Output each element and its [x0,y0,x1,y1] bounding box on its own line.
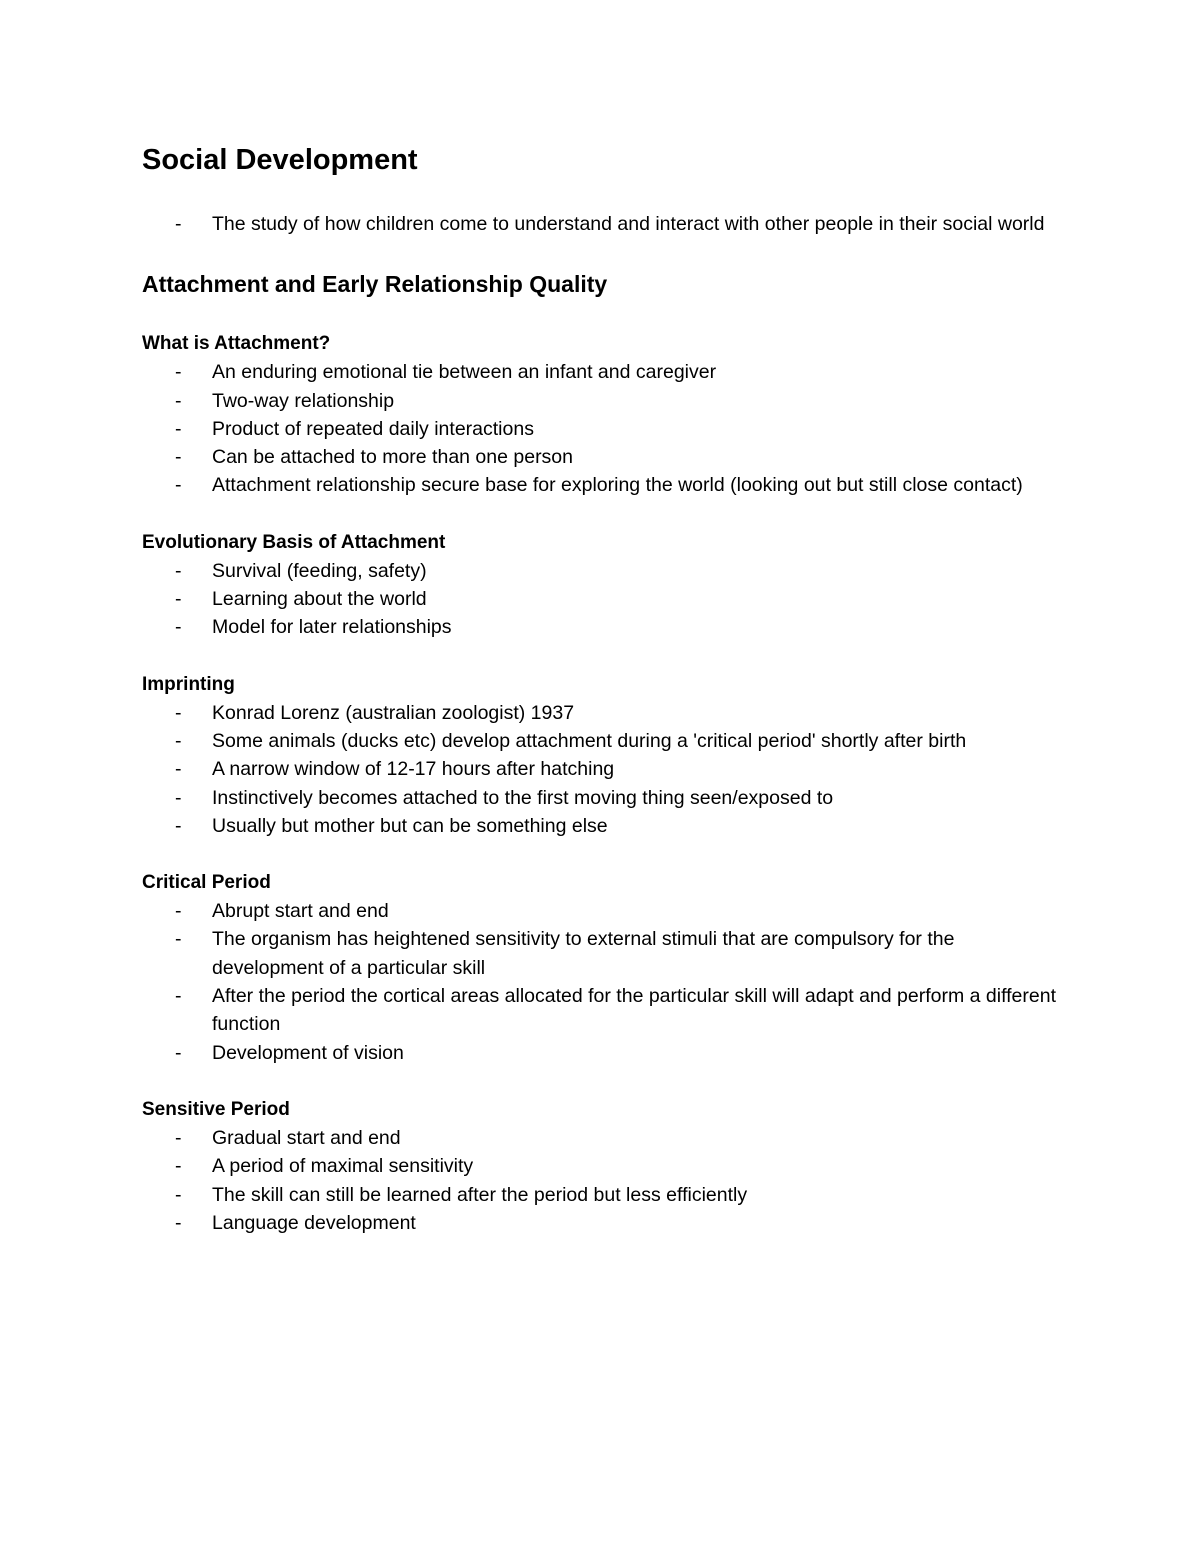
list-item [142,585,1062,613]
list-item-text: Attachment relationship secure base for exploring the world (looking out but still close contact) [212,474,1023,497]
subsection-heading: Sensitive Period [142,1098,290,1120]
subsection-what-is-attachment [142,330,1062,499]
dash-bullet: - [175,389,182,412]
subsection-list [142,897,1062,1067]
dash-bullet: - [175,1041,182,1064]
list-item-text: A period of maximal sensitivity [212,1155,474,1178]
subsection-list [142,557,1062,642]
list-item-text: Gradual start and end [212,1126,401,1149]
dash-bullet: - [175,213,182,235]
subsection-critical-period [142,869,1062,1067]
dash-bullet: - [175,588,182,611]
list-item-text: Language development [212,1211,416,1234]
dash-bullet: - [175,985,182,1008]
dash-bullet: - [175,446,182,469]
list-item-text: Learning about the world [212,588,427,611]
list-item-text: An enduring emotional tie between an infant and caregiver [212,361,717,384]
list-item [142,1124,1062,1152]
list-item-text: Some animals (ducks etc) develop attachment during a 'critical period' shortly after birth [212,729,967,752]
list-item [142,210,1062,238]
dash-bullet: - [175,928,182,951]
list-item-text: After the period the cortical areas allocated for the particular skill will adapt and perform a different function [212,985,1056,1036]
list-item-text: A narrow window of 12-17 hours after hatching [212,758,615,781]
list-item-text: Development of vision [212,1041,404,1064]
list-item [142,784,1062,812]
subsection-sensitive-period [142,1096,1062,1237]
dash-bullet: - [175,616,182,639]
subsection-heading: Critical Period [142,872,271,894]
list-item-text: The study of how children come to understand and interact with other people in their social world [212,213,1045,235]
list-item [142,415,1062,443]
dash-bullet: - [175,1126,182,1149]
intro-list [142,210,1062,238]
list-item [142,897,1062,925]
subsection-list [142,699,1062,840]
list-item-text: Can be attached to more than one person [212,446,573,469]
list-item [142,1181,1062,1209]
list-item [142,727,1062,755]
subsection-list [142,358,1062,499]
dash-bullet: - [175,1211,182,1234]
subsection-heading: Imprinting [142,673,235,695]
dash-bullet: - [175,559,182,582]
dash-bullet: - [175,900,182,923]
document-page [142,140,1062,1237]
document-title: Social Development [142,144,418,176]
list-item [142,1209,1062,1237]
subsection-imprinting [142,671,1062,840]
list-item [142,755,1062,783]
list-item [142,613,1062,641]
list-item [142,925,1062,982]
dash-bullet: - [175,729,182,752]
subsection-heading: What is Attachment? [142,333,331,355]
subsection-evolutionary-basis [142,529,1062,642]
dash-bullet: - [175,701,182,724]
list-item [142,1152,1062,1180]
list-item-text: Model for later relationships [212,616,452,639]
list-item [142,1039,1062,1067]
list-item [142,982,1062,1039]
list-item [142,443,1062,471]
list-item [142,471,1062,499]
dash-bullet: - [175,474,182,497]
list-item-text: The organism has heightened sensitivity to external stimuli that are compulsory for the development of a particular skill [212,928,955,979]
list-item-text: Abrupt start and end [212,900,389,923]
list-item-text: Konrad Lorenz (australian zoologist) 1937 [212,701,575,724]
list-item-text: Instinctively becomes attached to the first moving thing seen/exposed to [212,786,834,809]
list-item [142,812,1062,840]
list-item-text: Usually but mother but can be something else [212,814,608,837]
list-item-text: Product of repeated daily interactions [212,417,534,440]
dash-bullet: - [175,417,182,440]
dash-bullet: - [175,814,182,837]
list-item-text: Two-way relationship [212,389,395,412]
dash-bullet: - [175,361,182,384]
list-item-text: Survival (feeding, safety) [212,559,427,582]
list-item [142,557,1062,585]
dash-bullet: - [175,758,182,781]
dash-bullet: - [175,1155,182,1178]
subsection-heading: Evolutionary Basis of Attachment [142,531,446,553]
list-item [142,358,1062,386]
list-item-text: The skill can still be learned after the period but less efficiently [212,1183,748,1206]
dash-bullet: - [175,786,182,809]
subsection-list [142,1124,1062,1237]
dash-bullet: - [175,1183,182,1206]
list-item [142,699,1062,727]
section-title: Attachment and Early Relationship Quality [142,271,608,298]
list-item [142,387,1062,415]
